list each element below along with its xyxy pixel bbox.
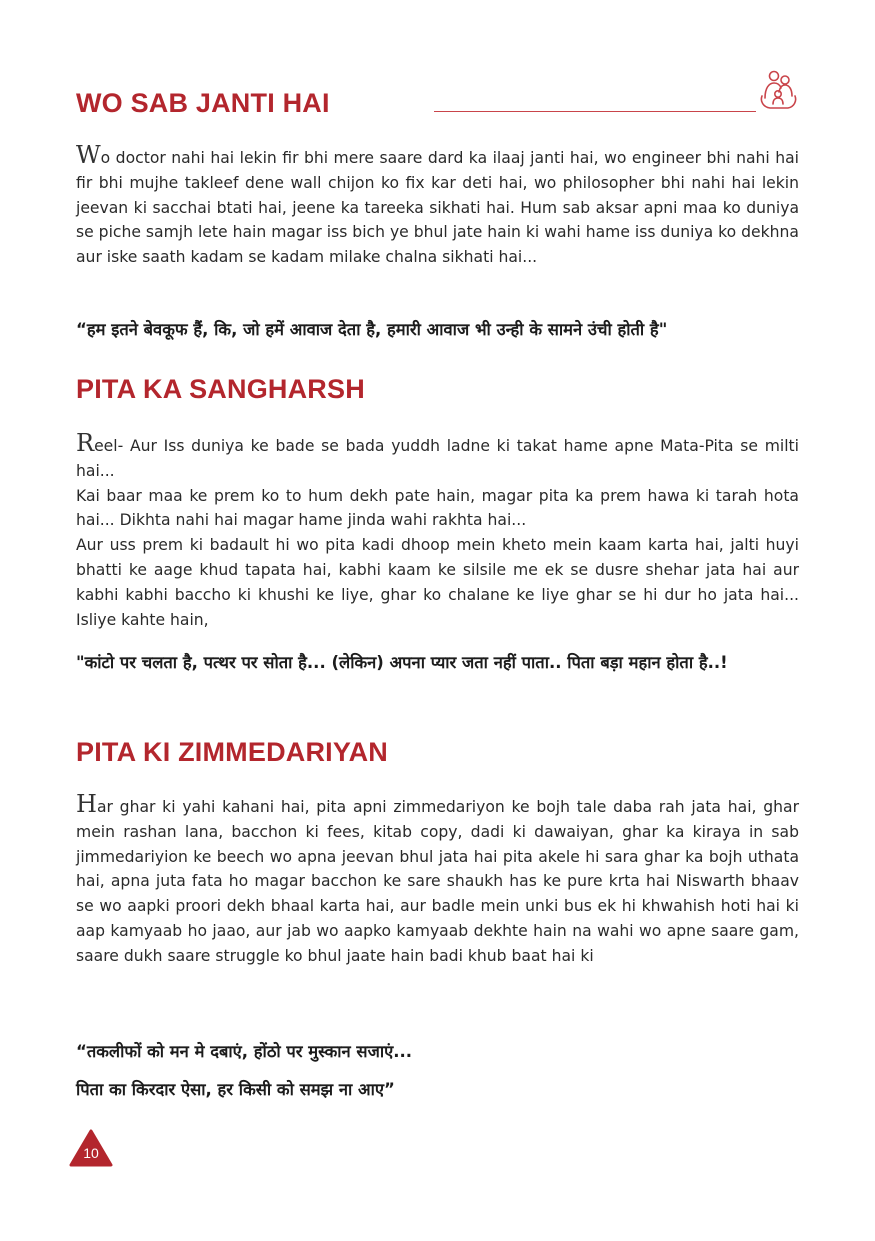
page-number: 10 [83, 1145, 99, 1161]
hindi-quote-3-line-1: “तकलीफों को मन मे दबाएं, होंठो पर मुस्कान सजाएं... [76, 1042, 413, 1061]
hindi-quote-1: “हम इतने बेवकूफ हैं, कि, जो हमें आवाज देता है, हमारी आवाज भी उन्ही के सामने उंची होती है" [76, 320, 668, 339]
drop-cap: H [76, 790, 97, 818]
family-icon [754, 66, 802, 114]
section-heading-pita-ki-zimmedariyan: PITA KI ZIMMEDARIYAN [76, 737, 389, 767]
paragraph-text: ar ghar ki yahi kahani hai, pita apni zimmedariyon ke bojh tale daba rah jata hai, ghar mein rashan lana, bacchon ki fees, kitab copy, dadi ki dawaiyan, ghar ka kiraya in sab jimmedariyion ke beech wo apna jeevan bhul jata hai pita akele hi sara ghar ka bojh uthata hai, apna juta fata ho magar bacchon ke sare shaukh has ke pure krta hai Niswarth bhaav se wo aapki proori dekh bhaal karta hai, aur badle mein unki bus ek hi khwahish hoti hai ki aap kamyaab ho jaao, aur jab wo aapko kamyaab dekhte hain na wahi wo apne saare gam, saare dukh saare struggle ko bhul jaate hain badi khub baat hai ki [76, 798, 799, 965]
header-rule [434, 111, 756, 112]
paragraph-line: eel- Aur Iss duniya ke bade se bada yuddh ladne ki takat hame apne Mata-Pita se milti hai... [76, 437, 799, 480]
paragraph-wo-sab-janti-hai [76, 141, 799, 270]
section-heading-pita-ka-sangharsh: PITA KA SANGHARSH [76, 374, 365, 404]
drop-cap: R [76, 429, 95, 457]
paragraph-pita-ka-sangharsh [76, 429, 799, 632]
paragraph-pita-ki-zimmedariyan [76, 790, 799, 969]
paragraph-line: Aur uss prem ki badault hi wo pita kadi dhoop mein kheto mein kaam karta hai, jalti huyi bhatti ke aage khud tapata hai, kabhi kaam ke silsile me ek se dusre shehar jata hai aur kabhi kabhi baccho ki khushi ke liye, ghar ko chalane ke liye ghar se hi dur ho jata hai... Isliye kahte hain, [76, 536, 799, 629]
drop-cap: W [76, 141, 101, 169]
hindi-quote-2: "कांटो पर चलता है, पत्थर पर सोता है... (लेकिन) अपना प्यार जता नहीं पाता.. पिता बड़ा महान होता है..! [76, 653, 728, 672]
hindi-quote-3-line-2: पिता का किरदार ऐसा, हर किसी को समझ ना आए” [76, 1080, 395, 1099]
paragraph-line: Kai baar maa ke prem ko to hum dekh pate hain, magar pita ka prem hawa ki tarah hota hai... Dikhta nahi hai magar hame jinda wahi rakhta hai... [76, 486, 799, 530]
paragraph-text: o doctor nahi hai lekin fir bhi mere saare dard ka ilaaj janti hai, wo engineer bhi nahi hai fir bhi mujhe takleef dene wall chijon ko fix kar deti hai, wo philosopher bhi nahi hai lekin jeevan ki sacchai btati hai, jeene ka tareeka sikhati hai. Hum sab aksar apni maa ko duniya se piche samjh lete hain magar iss bich ye bhul jate hain ki wahi hame iss duniya ko dekhna aur iske saath kadam se kadam milake chalna sikhati hai... [76, 149, 799, 267]
section-heading-wo-sab-janti-hai: WO SAB JANTI HAI [76, 88, 330, 118]
